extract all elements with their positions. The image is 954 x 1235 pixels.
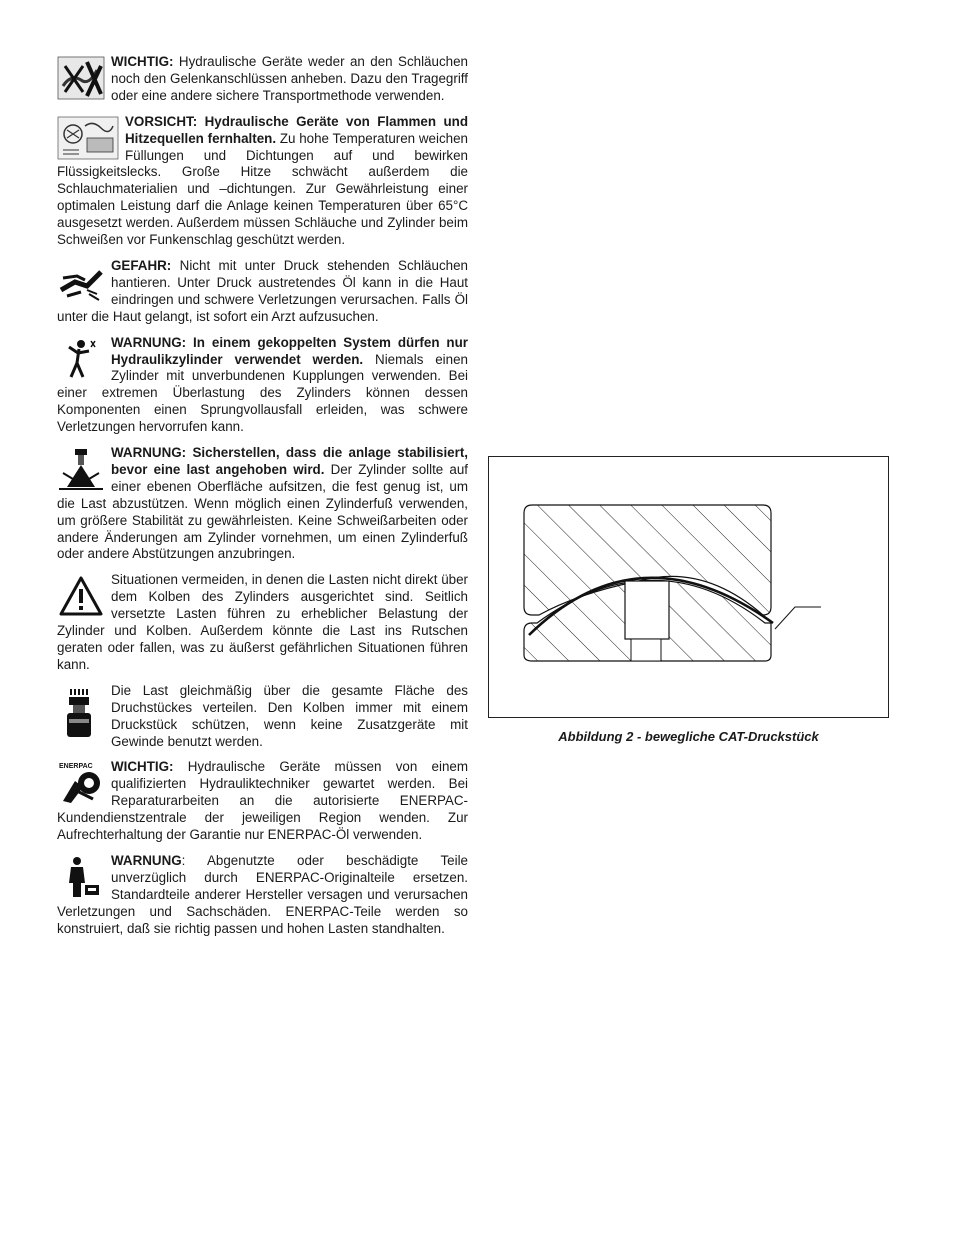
safety-paragraph-6 bbox=[57, 572, 468, 673]
figure-caption: Abbildung 2 - bewegliche CAT-Druckstück bbox=[558, 729, 819, 744]
lead-1: WICHTIG: bbox=[111, 54, 174, 69]
pressurized-hose-hand-icon bbox=[57, 260, 105, 304]
text-7: Die Last gleichmäßig über die gesamte Fläche des Druchstückes verteilen. Den Kolben immer mit einem Druckstück schützen, wenn keine Zusatzgeräte mit Gewinde benutzt werden. bbox=[111, 682, 468, 749]
enerpac-service-icon bbox=[57, 761, 105, 805]
text-6: Situationen vermeiden, in denen die Lasten nicht direkt über dem Kolben des Zylinders ausgerichtet sind. Seitlich versetzte Lasten führen zu erheblicher Belastung der Zylinder und Kolben. Außerdem könnte die Last ins Rutschen geraten oder fallen, was zu äußerst gefährlichen Situationen führen kann. bbox=[57, 572, 468, 672]
safety-paragraph-8 bbox=[57, 759, 468, 844]
safety-paragraph-7 bbox=[57, 683, 468, 751]
safety-paragraph-1 bbox=[57, 54, 468, 105]
safety-paragraph-4 bbox=[57, 335, 468, 436]
lead-5: WARNUNG: bbox=[111, 445, 187, 461]
bold-4: In einem gekoppelten System dürfen nur Hydraulikzylinder verwendet werden. bbox=[111, 334, 468, 367]
text-4: Niemals einen Zylinder mit unverbundenen Kupplungen verwenden. Bei einer extremen Überlastung des Zylinders können dessen Komponenten einen Sprungvollausfall erleiden, was schwere Verletzungen hervorrufen kann. bbox=[57, 351, 468, 435]
flame-heat-warning-icon bbox=[57, 116, 119, 160]
text-1: Hydraulische Geräte weder an den Schläuchen noch den Gelenkanschlüssen anheben. Dazu den Tragegriff oder eine andere sichere Transportmethode verwenden. bbox=[111, 54, 468, 103]
text-2: Zu hohe Temperaturen weichen Füllungen und Dichtungen auf und bewirken Flüssigkeitslecks. Große Hitze schwächt außerdem die Schlauchmaterialien und –dichtungen. Zur Gewährleistung einer optimalen Leistung darf die Anlage keinen Temperaturen über 65°C ausgesetzt werden. Außerdem müssen Schläuche und Zylinder beim Schweißen vor Funkenschlag geschützt werden. bbox=[57, 130, 468, 248]
text-5: Der Zylinder sollte auf einer ebenen Oberfläche aufsitzen, die fest genug ist, um die Last abzustützen. Wenn möglich einen Zylinderfuß verwenden, um größere Stabilität zu gewährleisten. Keine Schweißarbeiten oder andere Änderungen am Zylinder vornehmen, um einen Zylinderfuß oder andere Abstützungen anzubringen. bbox=[57, 461, 468, 562]
lead-4: WARNUNG: bbox=[111, 334, 187, 350]
technician-parts-icon bbox=[57, 855, 105, 899]
saddle-cylinder-icon bbox=[57, 685, 105, 741]
lead-8: WICHTIG: bbox=[111, 759, 174, 775]
safety-instructions-column bbox=[57, 54, 468, 947]
safety-paragraph-2 bbox=[57, 114, 468, 249]
text-3: Nicht mit unter Druck stehenden Schläuchen hantieren. Unter Druck austretendes Öl kann in die Haut eindringen und schwere Verletzungen verursachen. Falls Öl unter die Haut gelangt, ist sofort ein Arzt aufzusuchen. bbox=[57, 257, 468, 324]
center-pin-shaft bbox=[631, 639, 661, 661]
safety-paragraph-5 bbox=[57, 445, 468, 563]
no-lift-by-hose-icon bbox=[57, 56, 105, 100]
bold-2: Hydraulische Geräte von Flammen und Hitzequellen fernhalten. bbox=[125, 113, 468, 146]
cat-saddle-cross-section-drawing bbox=[489, 457, 890, 719]
center-pin bbox=[625, 581, 669, 639]
safety-paragraph-9 bbox=[57, 853, 468, 938]
cat-saddle-figure bbox=[488, 456, 889, 718]
bold-5: Sicherstellen, dass die anlage stabilisiert, bevor eine last angehoben wird. bbox=[111, 445, 468, 477]
leader-line bbox=[775, 607, 821, 629]
safety-paragraph-3 bbox=[57, 258, 468, 326]
warning-triangle-icon bbox=[57, 574, 105, 618]
unstable-load-icon bbox=[57, 447, 105, 491]
enerpac-logo-text: ENERPAC bbox=[59, 763, 93, 771]
text-8: Hydraulische Geräte müssen von einem qualifizierten Hydrauliktechniker gewartet werden. Bei Reparaturarbeiten an die autorisierte ENERPAC-Kundendienstzentrale der jeweiligen Region wenden. Zur Aufrechterhaltung der Garantie nur ENERPAC-Öl verwenden. bbox=[57, 759, 468, 843]
lead-3: GEFAHR: bbox=[111, 257, 172, 273]
lead-2: VORSICHT: bbox=[125, 113, 198, 129]
lead-9: WARNUNG bbox=[111, 852, 182, 868]
text-9: : Abgenutzte oder beschädigte Teile unverzüglich durch ENERPAC-Originalteile ersetzen. Standardteile anderer Hersteller versagen und verursachen Verletzungen und Sachschäden. ENERPAC-Teile werden so konstruiert, daß sie richtig passen und hohen Lasten standhalten. bbox=[57, 852, 468, 936]
person-hit-icon bbox=[57, 337, 105, 381]
